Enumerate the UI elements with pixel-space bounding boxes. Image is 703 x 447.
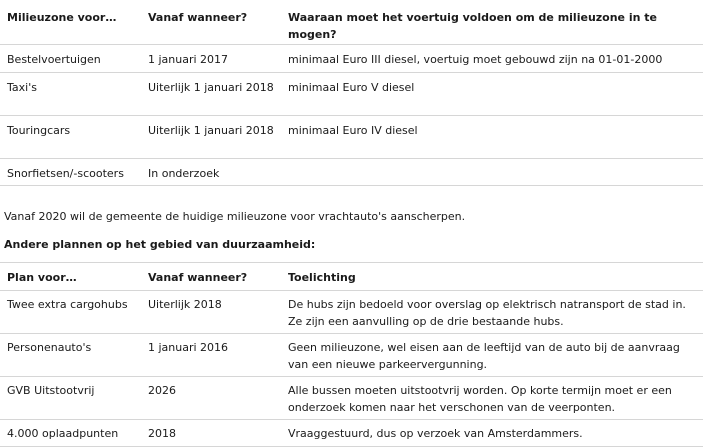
table-cell: Taxi's xyxy=(7,81,37,94)
table-cell: Uiterlijk 2018 xyxy=(148,298,222,311)
table-row xyxy=(0,159,703,186)
table-cell: Twee extra cargohubs xyxy=(7,298,128,311)
column-header-voorwaarden: Waaraan moet het voertuig voldoen om de milieuzone in te mogen? xyxy=(288,11,657,41)
milieuzone-table xyxy=(0,1,703,186)
plans-table xyxy=(0,262,703,447)
column-header-milieuzone: Milieuzone voor… xyxy=(7,11,117,24)
body-paragraph: Vanaf 2020 wil de gemeente de huidige milieuzone voor vrachtauto's aanscherpen. xyxy=(4,210,466,223)
table-row xyxy=(0,291,703,334)
table-cell: Touringcars xyxy=(7,124,71,137)
table-row xyxy=(0,116,703,159)
table-cell: 1 januari 2017 xyxy=(148,53,229,66)
table-cell: 1 januari 2016 xyxy=(148,341,229,354)
table-row xyxy=(0,73,703,116)
table-cell: 4.000 oplaadpunten xyxy=(7,427,119,440)
table-cell: Uiterlijk 1 januari 2018 xyxy=(148,81,274,94)
table-cell: 2026 xyxy=(148,384,176,397)
table-header-row xyxy=(0,263,703,291)
table-cell: minimaal Euro III diesel, voertuig moet gebouwd zijn na 01-01-2000 xyxy=(288,53,663,66)
column-header-vanaf-wanneer: Vanaf wanneer? xyxy=(148,271,248,284)
section-subheading: Andere plannen op het gebied van duurzaamheid: xyxy=(4,238,316,251)
table-cell: Bestelvoertuigen xyxy=(7,53,101,66)
table-cell: Vraaggestuurd, dus op verzoek van Amsterdammers. xyxy=(288,427,583,440)
table-header-row xyxy=(0,1,703,45)
table-row xyxy=(0,334,703,377)
table-cell: 2018 xyxy=(148,427,176,440)
table-row xyxy=(0,420,703,447)
column-header-plan: Plan voor… xyxy=(7,271,77,284)
table-cell: minimaal Euro V diesel xyxy=(288,81,415,94)
table-cell: Personenauto's xyxy=(7,341,92,354)
table-cell: Geen milieuzone, wel eisen aan de leeftijd van de auto bij de aanvraag van een nieuwe parkeervergunning. xyxy=(288,341,680,371)
table-row xyxy=(0,377,703,420)
table-cell: In onderzoek xyxy=(148,167,220,180)
table-cell: Snorfietsen/-scooters xyxy=(7,167,124,180)
table-cell: minimaal Euro IV diesel xyxy=(288,124,418,137)
column-header-vanaf-wanneer: Vanaf wanneer? xyxy=(148,11,248,24)
column-header-toelichting: Toelichting xyxy=(288,271,356,284)
table-cell: GVB Uitstootvrij xyxy=(7,384,95,397)
table-cell: De hubs zijn bedoeld voor overslag op elektrisch natransport de stad in. Ze zijn een aanvulling op de drie bestaande hubs. xyxy=(288,298,686,328)
table-cell: Uiterlijk 1 januari 2018 xyxy=(148,124,274,137)
table-cell: Alle bussen moeten uitstootvrij worden. Op korte termijn moet er een onderzoek komen naar het verschonen van de veerponten. xyxy=(288,384,672,414)
table-row xyxy=(0,45,703,73)
